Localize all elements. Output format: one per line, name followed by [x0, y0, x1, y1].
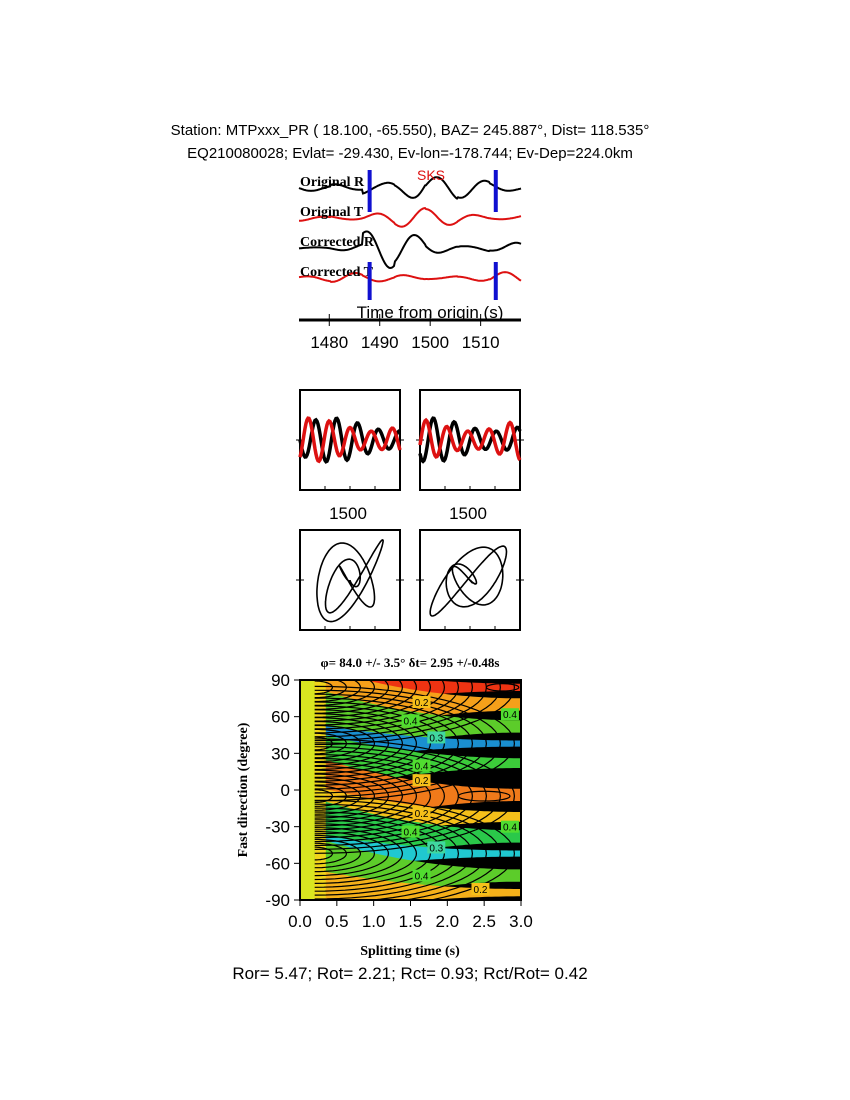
x-tick-label: 0.5 — [325, 912, 349, 931]
trace-label: Original T — [300, 205, 364, 220]
y-tick-label: -60 — [265, 854, 290, 874]
y-tick-label: -30 — [265, 817, 290, 837]
contour-label: 0.3 — [429, 733, 444, 745]
trace-label: Corrected R — [300, 235, 374, 250]
panel-tick-label: 1500 — [329, 504, 367, 523]
grid-title: φ= 84.0 +/- 3.5° δt= 2.95 +/-0.48s — [320, 655, 500, 670]
x-axis-label: Splitting time (s) — [360, 944, 460, 959]
time-tick-label: 1500 — [411, 333, 450, 352]
x-tick-label: 3.0 — [509, 912, 533, 931]
contour-label: 0.3 — [429, 843, 444, 855]
phase-label: SKS — [416, 167, 446, 183]
time-tick-label: 1510 — [461, 333, 500, 352]
particle-motion-panels — [296, 530, 524, 630]
trace-label: Original R — [300, 175, 365, 190]
particle-waveform-panels — [296, 390, 524, 523]
x-tick-label: 1.5 — [398, 912, 423, 931]
time-tick-label: 1480 — [310, 333, 349, 352]
event-line: EQ210080028; Evlat= -29.430, Ev-lon=-178.744; Ev-Dep=224.0km — [187, 145, 633, 162]
y-tick-label: 60 — [271, 707, 290, 727]
contour-label: 0.4 — [414, 761, 429, 773]
grid-low-zone — [300, 680, 315, 900]
contour-label: 0.4 — [502, 822, 517, 834]
y-tick-label: 0 — [280, 781, 290, 800]
time-tick-label: 1490 — [360, 333, 399, 352]
contour-label: 0.2 — [414, 698, 429, 709]
contour-label: 0.2 — [414, 809, 429, 821]
y-tick-label: 90 — [271, 671, 290, 690]
station-line: Station: MTPxxx_PR ( 18.100, -65.550), BAZ= 245.887°, Dist= 118.535° — [170, 122, 650, 139]
contour-label: 0.2 — [414, 776, 429, 788]
contour-label: 0.2 — [473, 885, 488, 896]
y-axis-label: Fast direction (degree) — [236, 722, 251, 858]
contour-label: 0.4 — [502, 710, 517, 722]
time-axis-label: Time from origin (s) — [356, 303, 504, 322]
contour-label: 0.4 — [403, 716, 418, 728]
trace-label: Corrected T — [300, 265, 373, 280]
contour-label: 0.4 — [403, 827, 418, 839]
waveform-panel — [299, 167, 521, 352]
contour-label: 0.4 — [414, 871, 429, 883]
x-tick-label: 2.0 — [435, 912, 460, 931]
energy-grid-plot — [236, 630, 533, 959]
ratio-summary: Ror= 5.47; Rot= 2.21; Rct= 0.93; Rct/Rot= 0.42 — [232, 964, 588, 983]
y-tick-label: -90 — [265, 891, 290, 910]
x-tick-label: 1.0 — [361, 912, 386, 931]
panel-tick-label: 1500 — [449, 504, 487, 523]
x-tick-label: 2.5 — [472, 912, 496, 931]
x-tick-label: 0.0 — [288, 912, 312, 931]
y-tick-label: 30 — [271, 744, 290, 764]
